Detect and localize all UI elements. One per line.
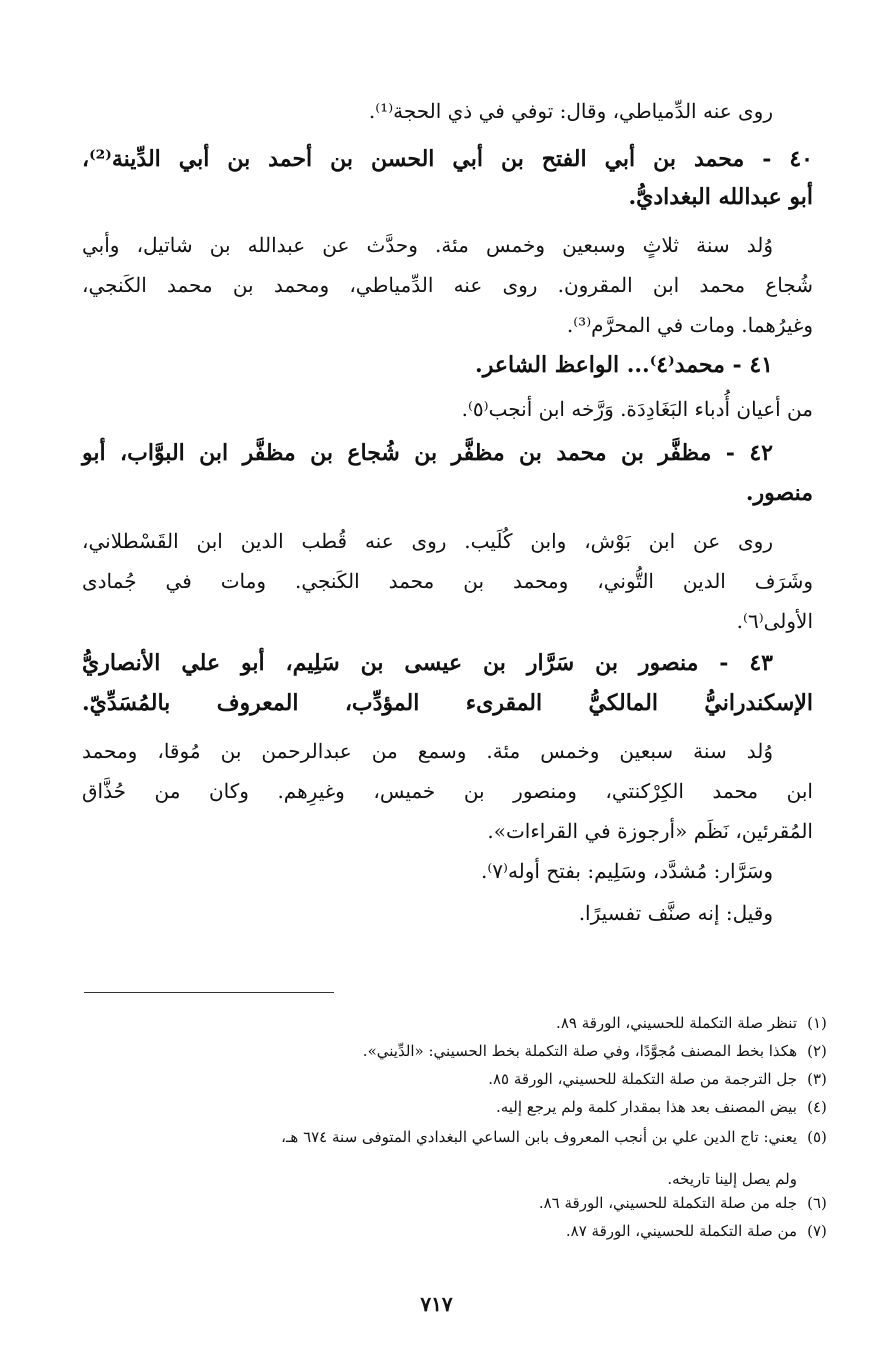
footnote-text: هكذا بخط المصنف مُجوَّدًا، وفي صلة التكملة بخط الحسيني: «الدِّيني». <box>362 1042 797 1060</box>
body-line: الأولى⁽٦⁾. <box>736 609 813 633</box>
entry-40-title-cont: أبو عبدالله البغداديُّ. <box>628 184 813 210</box>
body-line: المُقرئين، نَظَم «أرجوزة في القراءات». <box>487 819 813 843</box>
footnote-number: (١) <box>807 1014 827 1032</box>
footnote-text: تنظر صلة التكملة للحسيني، الورقة ٨٩. <box>556 1014 797 1032</box>
body-line: روى عنه الدِّمياطي، وقال: توفي في ذي الحجة⁽¹⁾. <box>368 99 773 123</box>
footnote-text: من صلة التكملة للحسيني، الورقة ٨٧. <box>565 1222 797 1240</box>
footnote-text: جله من صلة التكملة للحسيني، الورقة ٨٦. <box>538 1194 797 1212</box>
entry-42-title: ٤٢ - مظفَّر بن محمد بن مظفَّر بن شُجاع بن مظفَّر ابن البوَّاب، أبو <box>82 440 773 466</box>
footnote-separator <box>84 992 334 993</box>
entry-43-title-cont: الإسكندرانيُّ المالكيُّ المقرىء المؤدِّب، المعروف بالمُسَدِّيّ. <box>82 690 813 716</box>
entry-42-title-cont: منصور. <box>745 480 813 506</box>
footnote-item <box>556 1012 837 1034</box>
body-line: وشَرَف الدين التُّوني، ومحمد بن محمد الكَنجي. ومات في جُمادى <box>82 569 813 593</box>
body-line: وقيل: إنه صنَّف تفسيرًا. <box>578 901 773 925</box>
footnote-item <box>496 1096 837 1118</box>
entry-41-title: ٤١ - محمد⁽٤⁾... الواعظ الشاعر. <box>475 352 773 378</box>
body-line: وغيرُهما. ومات في المحرَّم⁽³⁾. <box>566 313 813 337</box>
entry-43-title: ٤٣ - منصور بن سَرَّار بن عيسى بن سَلِيم، أبو علي الأنصاريُّ <box>82 650 773 676</box>
footnote-item <box>566 1220 837 1242</box>
footnote-number: (٣) <box>807 1070 827 1088</box>
footnote-number: (٥) <box>807 1128 827 1146</box>
footnote-item <box>281 1126 837 1148</box>
body-line: وُلد سنة سبعين وخمس مئة. وسمع من عبدالرحمن بن مُوقا، ومحمد <box>82 739 773 763</box>
body-line: من أعيان أُدباء البَغَادِدَة. وَرَّخه ابن أنجب⁽٥⁾. <box>461 397 813 421</box>
footnote-number: (٤) <box>807 1098 827 1116</box>
footnote-continuation: ولم يصل إلينا تاريخه. <box>667 1170 797 1188</box>
footnote-text: بيض المصنف بعد هذا بمقدار كلمة ولم يرجع إليه. <box>495 1098 797 1116</box>
footnote-number: (٧) <box>807 1222 827 1240</box>
body-line: وُلد سنة ثلاثٍ وسبعين وخمس مئة. وحدَّث عن عبدالله بن شاتيل، وأبي <box>82 233 773 257</box>
footnote-text: جل الترجمة من صلة التكملة للحسيني، الورقة ٨٥. <box>488 1070 797 1088</box>
body-line: ابن محمد الكِرْكنتي، ومنصور بن خميس، وغيرِهم. وكان من حُذَّاق <box>82 779 813 803</box>
entry-40-title: ٤٠ - محمد بن أبي الفتح بن أبي الحسن بن أحمد بن أبي الدِّينة⁽²⁾، <box>82 146 813 172</box>
page-number: ٧١٧ <box>420 1292 453 1316</box>
footnote-text: يعني: تاج الدين علي بن أنجب المعروف بابن الساعي البغدادي المتوفى سنة ٦٧٤ هـ، <box>281 1128 797 1146</box>
body-line: روى عن ابن بَوْش، وابن كُلَيب. روى عنه قُطب الدين ابن القَسْطلاني، <box>82 529 773 553</box>
footnote-item <box>363 1040 837 1062</box>
body-line: وسَرَّار: مُشدَّد، وسَلِيم: بفتح أوله⁽٧⁾. <box>481 859 773 883</box>
footnote-item <box>539 1192 837 1214</box>
footnote-number: (٦) <box>807 1194 827 1212</box>
body-line: شُجاع محمد ابن المقرون. روى عنه الدِّمياطي، ومحمد بن محمد الكَنجي، <box>82 273 813 297</box>
footnote-item <box>488 1068 837 1090</box>
footnote-number: (٢) <box>807 1042 827 1060</box>
